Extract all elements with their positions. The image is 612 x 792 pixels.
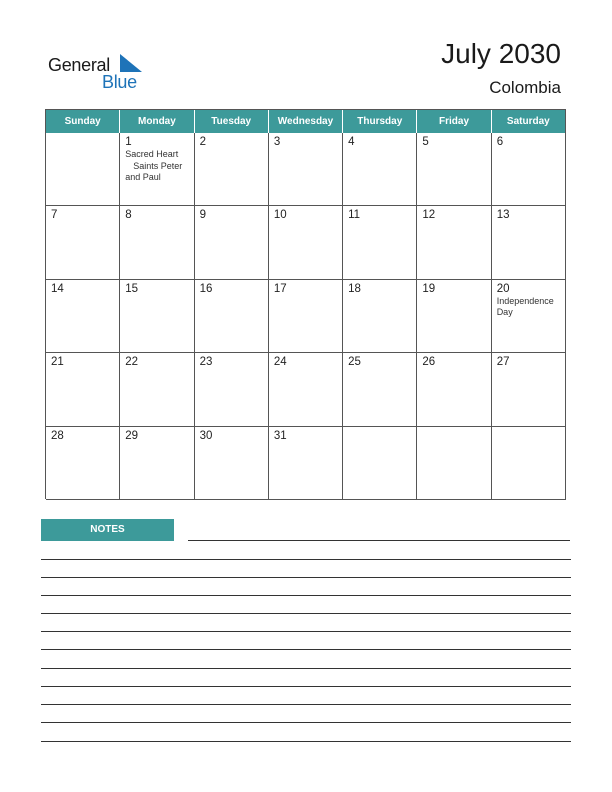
weekday-label: Sunday xyxy=(46,110,120,133)
weekday-label: Monday xyxy=(120,110,194,133)
calendar-week xyxy=(46,353,566,426)
weekday-header xyxy=(46,110,566,133)
day-cell xyxy=(492,280,566,353)
day-number: 24 xyxy=(273,356,287,369)
calendar-week xyxy=(46,133,566,206)
day-cell xyxy=(195,206,269,279)
day-number: 28 xyxy=(51,429,64,442)
day-cell xyxy=(269,206,343,279)
holiday-event: Independence Day xyxy=(496,295,554,318)
calendar-week xyxy=(46,427,566,500)
day-number: 10 xyxy=(273,209,287,222)
day-number: 19 xyxy=(422,282,436,295)
day-cell xyxy=(492,133,566,206)
day-cell xyxy=(269,427,343,500)
day-number: 22 xyxy=(125,356,139,369)
day-number: 6 xyxy=(496,136,504,148)
day-number: 26 xyxy=(422,356,436,369)
day-cell xyxy=(120,133,194,206)
logo-word-general: General xyxy=(48,55,110,75)
day-number: 8 xyxy=(125,209,132,222)
day-cell xyxy=(492,353,566,426)
day-cell xyxy=(195,280,269,353)
notes-line xyxy=(41,722,571,723)
day-cell xyxy=(492,427,566,500)
day-number: 5 xyxy=(422,136,429,148)
day-number: 4 xyxy=(348,136,355,148)
logo xyxy=(48,52,148,92)
day-cell xyxy=(195,133,269,206)
day-number: 17 xyxy=(273,282,287,295)
day-number: 12 xyxy=(422,209,436,222)
notes-line xyxy=(41,704,571,705)
day-cell xyxy=(492,206,566,279)
day-cell xyxy=(195,427,269,500)
day-cell xyxy=(120,206,194,279)
day-number: 18 xyxy=(348,282,361,295)
page-title: July 2030 xyxy=(441,38,561,69)
notes-line xyxy=(41,741,571,742)
day-cell xyxy=(46,353,120,426)
notes-line xyxy=(41,559,571,560)
day-number: 2 xyxy=(199,136,206,148)
day-number: 15 xyxy=(125,282,139,295)
weekday-label: Saturday xyxy=(492,110,566,133)
calendar-grid xyxy=(45,109,566,499)
day-number: 9 xyxy=(199,209,206,222)
day-number: 13 xyxy=(496,209,510,222)
day-cell xyxy=(269,353,343,426)
calendar-week xyxy=(46,206,566,279)
day-number: 16 xyxy=(199,282,213,295)
weekday-label: Thursday xyxy=(343,110,417,133)
day-cell xyxy=(269,133,343,206)
day-number: 20 xyxy=(496,282,510,295)
day-cell xyxy=(195,353,269,426)
holiday-event: Saints Peter and Paul xyxy=(125,160,183,182)
notes-line xyxy=(41,577,571,578)
country-subtitle: Colombia xyxy=(489,78,561,97)
notes-line xyxy=(41,686,571,687)
day-cell xyxy=(417,206,491,279)
notes-line xyxy=(41,631,571,632)
day-number: 31 xyxy=(273,429,287,442)
day-number: 7 xyxy=(51,209,58,222)
logo-word-blue: Blue xyxy=(102,72,137,92)
notes-line xyxy=(188,540,570,541)
day-number: 1 xyxy=(125,136,132,148)
weekday-label: Friday xyxy=(417,110,491,133)
day-number: 3 xyxy=(273,136,281,148)
day-cell xyxy=(417,353,491,426)
weekday-label: Wednesday xyxy=(269,110,343,133)
notes-line xyxy=(41,668,571,669)
day-cell xyxy=(417,280,491,353)
holiday-event: Sacred Heart xyxy=(125,149,179,159)
day-number: 14 xyxy=(51,282,64,295)
day-cell xyxy=(269,280,343,353)
day-cell xyxy=(46,206,120,279)
notes-line xyxy=(41,649,571,650)
day-cell xyxy=(343,206,417,279)
day-number: 27 xyxy=(496,356,510,369)
day-cell xyxy=(343,133,417,206)
day-number: 25 xyxy=(348,356,361,369)
day-number: 30 xyxy=(199,429,213,442)
day-number: 21 xyxy=(51,356,64,369)
day-cell xyxy=(417,133,491,206)
day-cell xyxy=(120,353,194,426)
day-cell xyxy=(46,280,120,353)
day-cell xyxy=(120,280,194,353)
day-cell xyxy=(120,427,194,500)
day-cell xyxy=(343,353,417,426)
day-cell xyxy=(46,133,120,206)
calendar-week xyxy=(46,280,566,353)
day-cell xyxy=(343,280,417,353)
day-number: 11 xyxy=(348,209,361,222)
notes-line xyxy=(41,613,571,614)
weekday-label: Tuesday xyxy=(195,110,269,133)
day-cell xyxy=(343,427,417,500)
day-cell xyxy=(417,427,491,500)
day-cell xyxy=(46,427,120,500)
day-number: 23 xyxy=(199,356,213,369)
day-number: 29 xyxy=(125,429,139,442)
notes-label: NOTES xyxy=(41,519,174,541)
notes-line xyxy=(41,595,571,596)
logo-triangle-icon xyxy=(120,54,142,72)
